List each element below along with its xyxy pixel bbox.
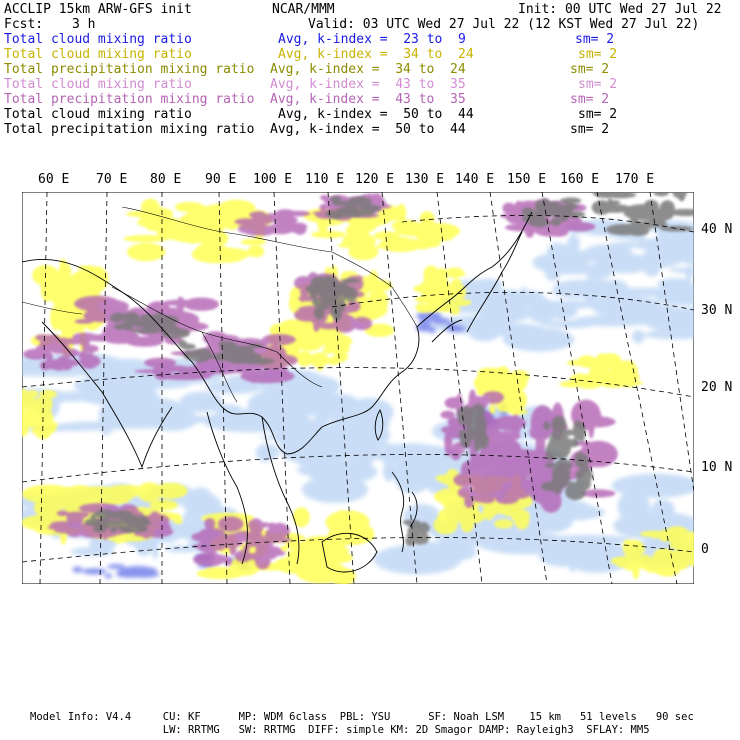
cloud-cell <box>192 507 202 521</box>
cloud-cell <box>74 296 120 312</box>
cloud-cell <box>72 486 122 492</box>
longitude-label: 110 E <box>305 172 345 187</box>
cloud-cell <box>471 404 485 420</box>
cloud-cell <box>541 482 562 491</box>
cloud-cell <box>420 211 435 226</box>
latitude-label: 40 N <box>701 222 733 237</box>
legend-smoothing: sm= 2 <box>578 47 618 62</box>
cloud-cell <box>313 333 334 342</box>
cloud-cell <box>415 304 428 311</box>
cloud-cell <box>479 373 493 387</box>
longitude-label: 100 E <box>253 172 293 187</box>
cloud-cell <box>513 295 540 303</box>
cloud-cell <box>551 433 572 459</box>
cloud-cell <box>588 405 595 439</box>
cloud-cell <box>451 278 461 290</box>
cloud-cell <box>450 445 461 460</box>
cloud-cell <box>622 223 647 235</box>
cloud-cell <box>414 239 441 248</box>
cloud-cell <box>320 204 328 211</box>
cloud-cell <box>581 489 615 497</box>
cloud-cell <box>358 451 365 469</box>
cloud-cell <box>208 567 257 575</box>
legend-k-index-range: Avg, k-index = 43 to 35 <box>270 77 466 92</box>
cloud-cell <box>492 431 520 441</box>
longitude-label: 160 E <box>560 172 600 187</box>
map-frame <box>22 192 694 584</box>
legend-field-name: Total cloud mixing ratio <box>4 47 192 62</box>
longitude-label: 130 E <box>405 172 445 187</box>
cloud-cell <box>77 266 96 271</box>
cloud-cell <box>653 551 682 569</box>
cloud-cell <box>322 348 329 353</box>
cloud-cell <box>664 501 673 511</box>
cloud-cell <box>440 411 455 419</box>
cloud-cell <box>584 264 606 271</box>
cloud-cell <box>147 407 198 431</box>
cloud-cell <box>549 205 563 210</box>
cloud-cell <box>311 231 346 238</box>
cloud-cell <box>580 479 587 485</box>
cloud-cell <box>40 361 50 371</box>
cloud-cell <box>311 276 330 290</box>
cloud-cell <box>407 225 441 235</box>
cloud-cell <box>397 204 407 222</box>
cloud-cell <box>110 527 117 533</box>
cloud-cell <box>59 362 73 371</box>
cloud-cell <box>487 457 504 474</box>
model-info-line2: LW: RRTMG SW: RRTMG DIFF: simple KM: 2D Smagor DAMP: Rayleigh3 SFLAY: MM5 <box>30 724 650 736</box>
cloud-cell <box>249 520 256 529</box>
legend-k-index-range: Avg, k-index = 23 to 9 <box>278 32 466 47</box>
cloud-cell <box>135 516 149 524</box>
valid-time: Valid: 03 UTC Wed 27 Jul 22 (12 KST Wed 27 Jul 22) <box>308 17 700 32</box>
legend-k-index-range: Avg, k-index = 34 to 24 <box>270 62 466 77</box>
latitude-label: 10 N <box>701 460 733 475</box>
cloud-cell <box>330 413 376 432</box>
cloud-cell <box>558 211 570 218</box>
cloud-cell <box>127 243 165 261</box>
cloud-cell <box>183 230 200 244</box>
cloud-cell <box>151 511 160 517</box>
cloud-cell <box>123 515 129 519</box>
fcst-label: Fcst: <box>4 17 44 32</box>
cloud-cell <box>614 375 623 385</box>
cloud-cell <box>204 518 215 529</box>
cloud-cell <box>411 536 418 544</box>
cloud-cell <box>199 547 225 552</box>
cloud-cell <box>458 415 471 426</box>
cloud-cell <box>589 362 609 373</box>
cloud-cell <box>417 312 431 320</box>
cloud-cell <box>128 521 135 525</box>
latitude-label: 0 <box>701 542 709 557</box>
cloud-cell <box>141 199 159 216</box>
cloud-cell <box>144 358 176 368</box>
cloud-cell <box>483 504 490 515</box>
cloud-cell <box>511 509 530 523</box>
cloud-cell <box>467 431 475 438</box>
cloud-cell <box>493 416 527 431</box>
cloud-cell <box>277 323 301 328</box>
cloud-cell <box>121 567 131 574</box>
cloud-cell <box>161 328 190 338</box>
cloud-cell <box>504 482 523 494</box>
fcst-value: 3 h <box>72 17 96 32</box>
cloud-cell <box>22 485 74 504</box>
cloud-cell <box>591 411 602 421</box>
legend-k-index-range: Avg, k-index = 50 to 44 <box>278 107 474 122</box>
cloud-cell <box>267 224 294 235</box>
cloud-cell <box>40 390 57 399</box>
cloud-cell <box>608 242 641 249</box>
cloud-cell <box>25 409 34 425</box>
cloud-cell <box>424 524 430 531</box>
cloud-cell <box>476 474 491 482</box>
cloud-cell <box>361 430 382 453</box>
cloud-cell <box>241 239 266 246</box>
cloud-cell <box>107 564 124 569</box>
longitude-label: 170 E <box>615 172 655 187</box>
cloud-cell <box>315 403 331 426</box>
cloud-cell <box>159 209 173 219</box>
cloud-cell <box>118 525 140 533</box>
cloud-cell <box>566 201 575 211</box>
cloud-cell <box>224 557 232 566</box>
legend-smoothing: sm= 2 <box>575 32 615 47</box>
cloud-cell <box>126 336 164 346</box>
cloud-cell <box>178 340 187 348</box>
cloud-cell <box>489 405 495 414</box>
longitude-label: 120 E <box>355 172 395 187</box>
cloud-cell <box>539 545 592 567</box>
cloud-cell <box>607 199 614 212</box>
cloud-cell <box>72 567 82 573</box>
cloud-cell <box>98 511 116 518</box>
cloud-cell <box>65 512 89 519</box>
cloud-cell <box>263 445 279 460</box>
cloud-cell <box>414 525 421 529</box>
cloud-cell <box>419 533 429 543</box>
cloud-cell <box>494 519 513 528</box>
legend-smoothing: sm= 2 <box>570 62 610 77</box>
cloud-cell <box>657 240 666 247</box>
cloud-cell <box>195 402 209 410</box>
legend-smoothing: sm= 2 <box>570 122 610 137</box>
cloud-cell <box>654 517 662 525</box>
cloud-cell <box>623 539 634 556</box>
cloud-cell <box>338 243 355 248</box>
legend-smoothing: sm= 2 <box>570 92 610 107</box>
cloud-cell <box>649 532 670 538</box>
cloud-cell <box>116 571 144 578</box>
cloud-cell <box>496 475 506 482</box>
longitude-label: 70 E <box>96 172 128 187</box>
legend-field-name: Total cloud mixing ratio <box>4 107 192 122</box>
cloud-cell <box>254 224 263 228</box>
cloud-cell <box>508 332 563 341</box>
cloud-cell <box>81 357 98 369</box>
cloud-cell <box>333 351 348 362</box>
legend-field-name: Total cloud mixing ratio <box>4 32 192 47</box>
longitude-label: 150 E <box>507 172 547 187</box>
cloud-cell <box>247 344 263 348</box>
cloud-cell <box>218 516 244 531</box>
cloud-cell <box>46 283 59 299</box>
cloud-cell <box>427 281 437 295</box>
latitude-label: 30 N <box>701 303 733 318</box>
cloud-cell <box>599 280 630 304</box>
cloud-cell <box>319 323 339 330</box>
cloud-cell <box>41 401 48 419</box>
legend-field-name: Total cloud mixing ratio <box>4 77 192 92</box>
cloud-cell <box>427 299 442 312</box>
cloud-cell <box>229 539 236 556</box>
cloud-cell <box>430 317 450 324</box>
longitude-label: 60 E <box>38 172 70 187</box>
longitude-label: 90 E <box>205 172 237 187</box>
cloud-cell <box>246 366 263 384</box>
longitude-label: 140 E <box>455 172 495 187</box>
legend-k-index-range: Avg, k-index = 34 to 24 <box>278 47 474 62</box>
cloud-cell <box>623 204 659 220</box>
cloud-cell <box>90 514 96 521</box>
cloud-cell <box>482 391 504 404</box>
cloud-cell <box>349 212 364 218</box>
cloud-cell <box>346 224 370 237</box>
legend-smoothing: sm= 2 <box>578 107 618 122</box>
cloud-cell <box>229 352 262 363</box>
legend-field-name: Total precipitation mixing ratio <box>4 62 255 77</box>
cloud-cell <box>558 459 569 472</box>
cloud-cell <box>622 376 630 383</box>
cloud-cell <box>124 325 133 331</box>
longitude-label: 80 E <box>150 172 182 187</box>
latitude-label: 20 N <box>701 380 733 395</box>
legend-k-index-range: Avg, k-index = 50 to 44 <box>270 122 466 137</box>
cloud-cell <box>134 369 174 373</box>
cloud-cell <box>218 341 233 347</box>
cloud-cell <box>551 217 561 226</box>
cloud-cell <box>153 483 187 499</box>
map-canvas <box>22 192 694 584</box>
cloud-cell <box>99 405 112 435</box>
cloud-cell <box>565 483 586 500</box>
cloud-cell <box>85 347 97 353</box>
cloud-cell <box>214 245 220 258</box>
cloud-cell <box>555 245 577 257</box>
model-info-line1: Model Info: V4.4 CU: KF MP: WDM 6class PBL: YSU SF: Noah LSM 15 km 51 levels 90 sec <box>30 711 694 723</box>
cloud-cell <box>339 201 354 207</box>
cloud-cell <box>310 446 332 450</box>
cloud-cell <box>552 416 567 433</box>
cloud-cell <box>545 463 557 468</box>
cloud-cell <box>330 196 341 202</box>
cloud-cell <box>312 298 321 307</box>
cloud-cell <box>578 422 586 442</box>
cloud-cell <box>124 235 169 242</box>
cloud-cell <box>275 209 296 219</box>
cloud-cell <box>341 279 360 284</box>
legend-field-name: Total precipitation mixing ratio <box>4 92 255 107</box>
cloud-cell <box>313 321 319 332</box>
cloud-cell <box>260 402 278 410</box>
cloud-cell <box>137 329 160 333</box>
init-time: Init: 00 UTC Wed 27 Jul 22 <box>518 2 722 17</box>
cloud-cell <box>352 317 373 330</box>
cloud-cell <box>255 216 274 225</box>
cloud-cell <box>293 225 306 235</box>
cloud-cell <box>545 321 598 329</box>
cloud-cell <box>472 279 503 291</box>
cloud-cell <box>528 301 557 323</box>
cloud-cell <box>618 492 642 521</box>
cloud-cell <box>110 314 124 322</box>
cloud-cell <box>364 206 377 211</box>
cloud-cell <box>476 484 484 500</box>
cloud-cell <box>51 303 76 328</box>
cloud-cell <box>272 410 281 435</box>
cloud-cell <box>38 424 52 437</box>
cloud-cell <box>632 330 645 343</box>
cloud-cell <box>568 439 579 448</box>
cloud-cell <box>82 568 107 574</box>
cloud-cell <box>190 354 210 362</box>
center-title: NCAR/MMM <box>272 2 335 17</box>
model-title: ACCLIP 15km ARW-GFS init <box>4 2 192 17</box>
cloud-cell <box>60 259 67 270</box>
cloud-cell <box>263 386 296 393</box>
cloud-cell <box>508 382 526 389</box>
cloud-cell <box>474 295 514 306</box>
legend-k-index-range: Avg, k-index = 43 to 35 <box>270 92 466 107</box>
cloud-cell <box>643 257 661 276</box>
cloud-cell <box>105 574 112 579</box>
cloud-cell <box>445 497 464 518</box>
cloud-cell <box>299 536 341 557</box>
cloud-cell <box>581 278 603 302</box>
cloud-cell <box>248 246 265 258</box>
cloud-cell <box>265 546 281 553</box>
cloud-cell <box>324 195 330 204</box>
cloud-cell <box>543 421 550 430</box>
cloud-cell <box>476 436 489 449</box>
cloud-cell <box>654 208 673 221</box>
legend-field-name: Total precipitation mixing ratio <box>4 122 255 137</box>
legend-smoothing: sm= 2 <box>578 77 618 92</box>
cloud-cell <box>183 298 219 311</box>
cloud-cell <box>643 305 676 313</box>
cloud-cell <box>223 533 251 542</box>
cloud-cell <box>93 527 106 533</box>
cloud-cell <box>646 241 694 260</box>
cloud-cell <box>389 443 430 449</box>
cloud-cell <box>63 349 79 358</box>
cloud-cell <box>495 493 519 504</box>
cloud-cell <box>71 547 115 556</box>
cloud-cell <box>511 465 526 470</box>
